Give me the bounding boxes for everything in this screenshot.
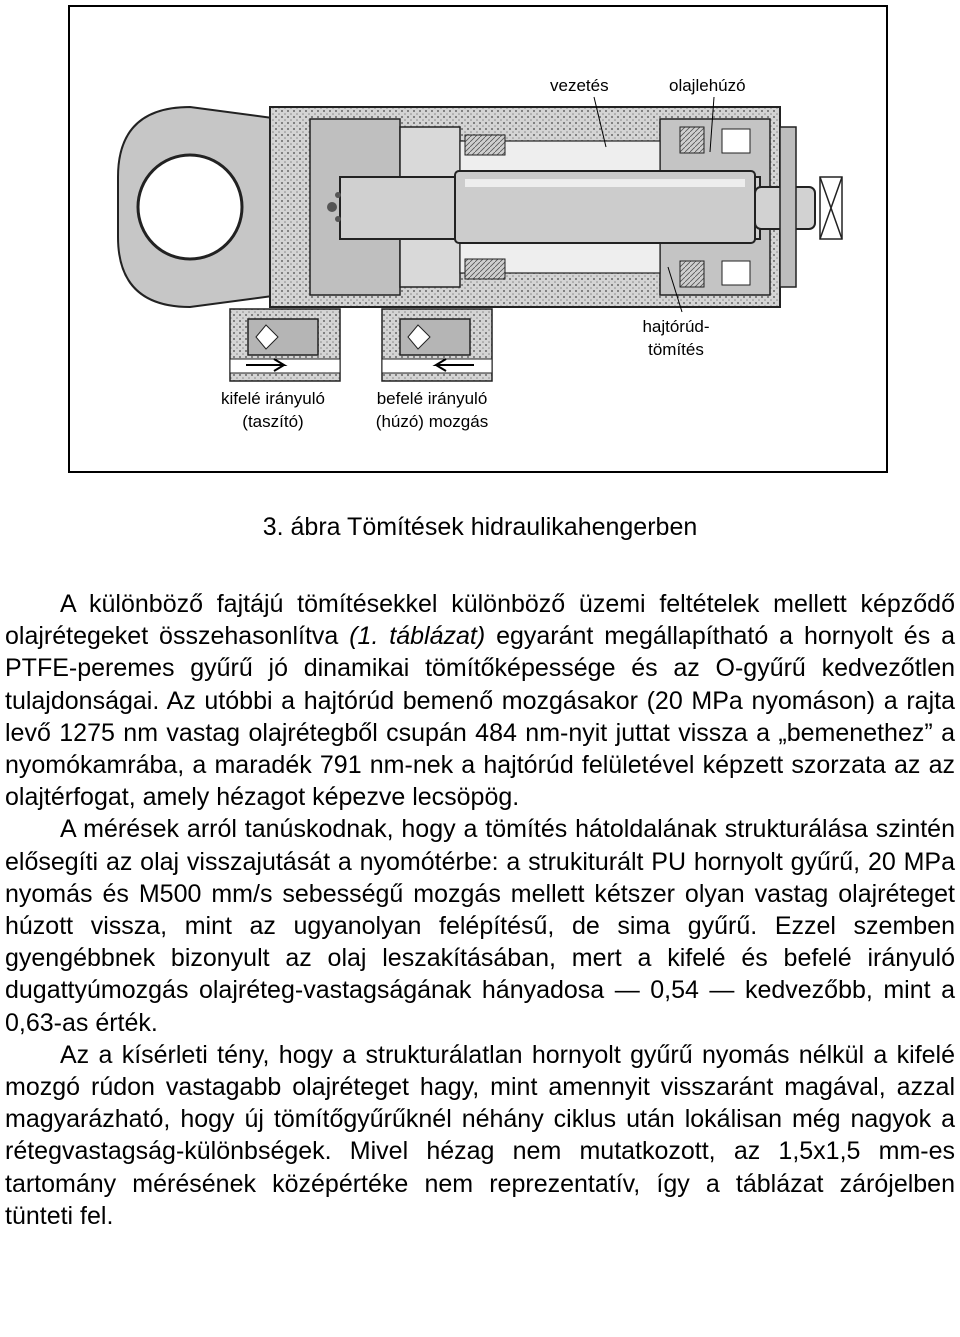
label-kifele bbox=[213, 387, 333, 433]
label-hajtorud-line1: hajtórúd- bbox=[642, 317, 710, 336]
piston-rod bbox=[327, 171, 815, 243]
paragraph-1 bbox=[5, 588, 955, 813]
label-kifele-line1: kifelé irányuló bbox=[221, 389, 325, 408]
label-vezetes: vezetés bbox=[550, 76, 609, 95]
paragraph-2: A mérések arról tanúskodnak, hogy a tömítés hátoldalának strukturálása szintén elősegíti az olaj visszajutását a nyomótérbe: a strukiturált PU hornyolt gyűrű, 20 MPa nyomás és M500 mm/s sebességű mozgás mellett kétszer olyan vastag olajréteget húzott vissza, mint az ugyanolyan felépítésű, de sima gyűrű. Ezzel szemben gyengébbnek bizonyult az olaj leszakításában, mert a kifelé és befelé irányuló dugattyúmozgás olajréteg-vastagságának hányadosa — 0,54 — kedvezőbb, mint a 0,63-as érték. bbox=[5, 815, 955, 1037]
seal-detail-pushing bbox=[230, 309, 340, 381]
label-befele-line2: (húzó) mozgás bbox=[375, 412, 489, 431]
figure-frame bbox=[68, 5, 888, 473]
body-text bbox=[5, 588, 955, 1232]
paragraph-1-part-b: egyaránt megállapítható a hornyolt és a PTFE-peremes gyűrű jó dinamikai tömítőképessége és az O-gyűrű kedvezőtlen tulajdonságai. Az utóbbi a hajtórúd bemenő mozgásakor (20 MPa nyomáson) a rajta levő 1275 nm vastag olajrétegből csupán 484 nm-nyit juttat vissza a „bemenethez” a nyomókamrába, a maradék 791 nm-nek a hajtórúd felületével képzett szorzata az az olajtérfogat, amely hézagot képezve lecsöpög. bbox=[5, 622, 955, 812]
label-befele bbox=[362, 387, 502, 433]
label-hajtorud-tomites bbox=[636, 315, 716, 361]
seal-detail-pulling bbox=[382, 309, 492, 381]
paragraph-1-part-a: A különböző fajtájú tömítésekkel különböző üzemi feltételek mellett képződő olajrétegeket összehasonlítva bbox=[5, 590, 955, 651]
figure-caption: 3. ábra Tömítések hidraulikahengerben bbox=[262, 513, 698, 541]
label-olajlehuzo: olajlehúzó bbox=[669, 76, 746, 95]
label-befele-line1: befelé irányuló bbox=[376, 389, 488, 408]
label-hajtorud-line2: tömítés bbox=[648, 340, 704, 359]
clevis-eye bbox=[118, 107, 280, 307]
label-kifele-line2: (taszító) bbox=[242, 412, 304, 431]
table-reference: (1. táblázat) bbox=[349, 622, 486, 651]
paragraph-3: Az a kísérleti tény, hogy a strukturálatlan hornyolt gyűrű nyomás nélkül a kifelé mozgó rúdon vastagabb olajréteget hagy, mint amennyit visszaránt magával, azzal magyarázható, hogy új tömítőgyűrűknél néhány ciklus után lokálisan még nagyok a rétegvastagság-különbségek. Mivel hézag nem mutatkozott, az 1,5x1,5 mm-es tartomány mérésének középértéke nem reprezentatív, így a táblázat zárójelben tünteti fel. bbox=[5, 1040, 955, 1230]
